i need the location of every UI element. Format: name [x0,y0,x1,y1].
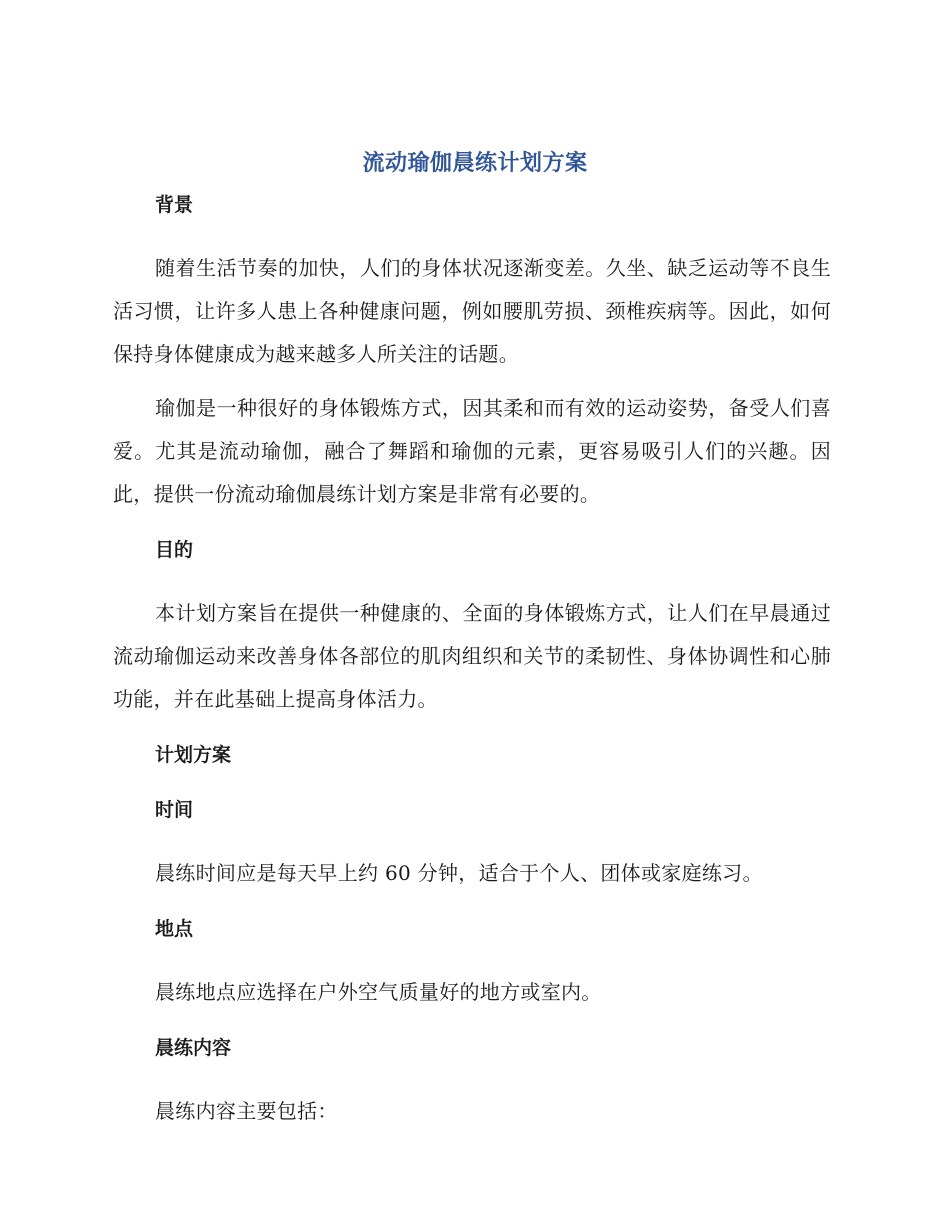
paragraph-location-1: 晨练地点应选择在户外空气质量好的地方或室内。 [155,980,602,1004]
paragraph-content-1: 晨练内容主要包括： [155,1099,338,1123]
heading-plan: 计划方案 [155,744,232,766]
paragraph-background-1: 随着生活节奏的加快，人们的身体状况逐渐变差。久坐、缺乏运动等不良生活习惯，让许多人患上各种健康问题，例如腰肌劳损、颈椎疾病等。因此，如何保持身体健康成为越来越多人所关注的话题。 [113,256,831,366]
heading-location: 地点 [155,918,194,940]
paragraph-time-1: 晨练时间应是每天早上约 60 分钟，适合于个人、团体或家庭练习。 [155,861,763,885]
heading-content: 晨练内容 [155,1037,232,1059]
document-body [113,190,831,1133]
heading-background: 背景 [155,194,194,216]
paragraph-background-2: 瑜伽是一种很好的身体锻炼方式，因其柔和而有效的运动姿势，备受人们喜爱。尤其是流动瑜伽，融合了舞蹈和瑜伽的元素，更容易吸引人们的兴趣。因此，提供一份流动瑜伽晨练计划方案是非常有必要的。 [113,396,831,506]
paragraph-purpose-1: 本计划方案旨在提供一种健康的、全面的身体锻炼方式，让人们在早晨通过流动瑜伽运动来改善身体各部位的肌肉组织和关节的柔韧性、身体协调性和心肺功能，并在此基础上提高身体活力。 [113,601,831,711]
heading-time: 时间 [155,799,194,821]
heading-purpose: 目的 [155,539,194,561]
document-title: 流动瑜伽晨练计划方案 [362,151,588,176]
